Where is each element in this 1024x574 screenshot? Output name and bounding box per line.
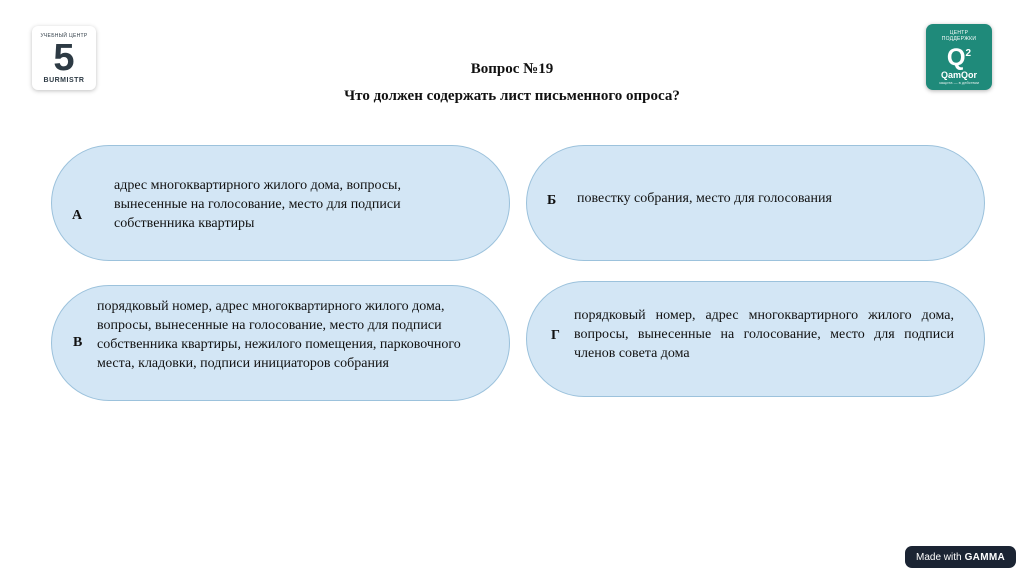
option-letter: А [72,208,83,223]
badge-prefix: Made with [916,551,962,563]
answer-option-a[interactable] [51,145,510,261]
question-number: Вопрос №19 [470,61,554,77]
badge-brand: GAMMA [964,551,1005,563]
question-text: Что должен содержать лист письменного опроса? [344,88,680,104]
logo-brand: BURMISTR [43,76,85,84]
option-text: адрес многоквартирного жилого дома, вопросы, вынесенные на голосование, место для подписи собственника квартиры [114,178,401,231]
logo-sub: защита — в действии [938,79,980,85]
option-letter: Б [547,193,557,208]
logo-brand: QamQor [940,69,977,80]
made-with-gamma-badge[interactable] [905,546,1016,568]
option-text: порядковый номер, адрес многоквартирного жилого дома, вопросы, вынесенные на голосование, место для подписи членов совета дома [574,308,954,361]
answer-option-g[interactable] [526,281,985,397]
burmistr-logo [32,26,96,90]
option-letter: Г [551,328,560,343]
answer-option-v[interactable] [51,285,510,401]
answer-option-b[interactable] [526,145,985,261]
logo-mark: $Q^2$ [946,43,972,71]
logo-caption: УЧЕБНЫЙ ЦЕНТР [40,32,88,39]
logo-caption-1: ЦЕНТР [949,29,969,36]
logo-caption-2: ПОДДЕРЖКИ [941,35,977,42]
logo-digit: 5 [53,36,75,79]
option-text: повестку собрания, место для голосования [577,191,832,206]
option-letter: В [73,335,83,350]
option-text: порядковый номер, адрес многоквартирного жилого дома, вопросы, вынесенные на голосование, место для подписи собственника квартиры, нежилого помещения, парковочного места, кладовки, подписи инициаторов собрания [97,299,461,371]
qamqor-logo [926,24,992,90]
